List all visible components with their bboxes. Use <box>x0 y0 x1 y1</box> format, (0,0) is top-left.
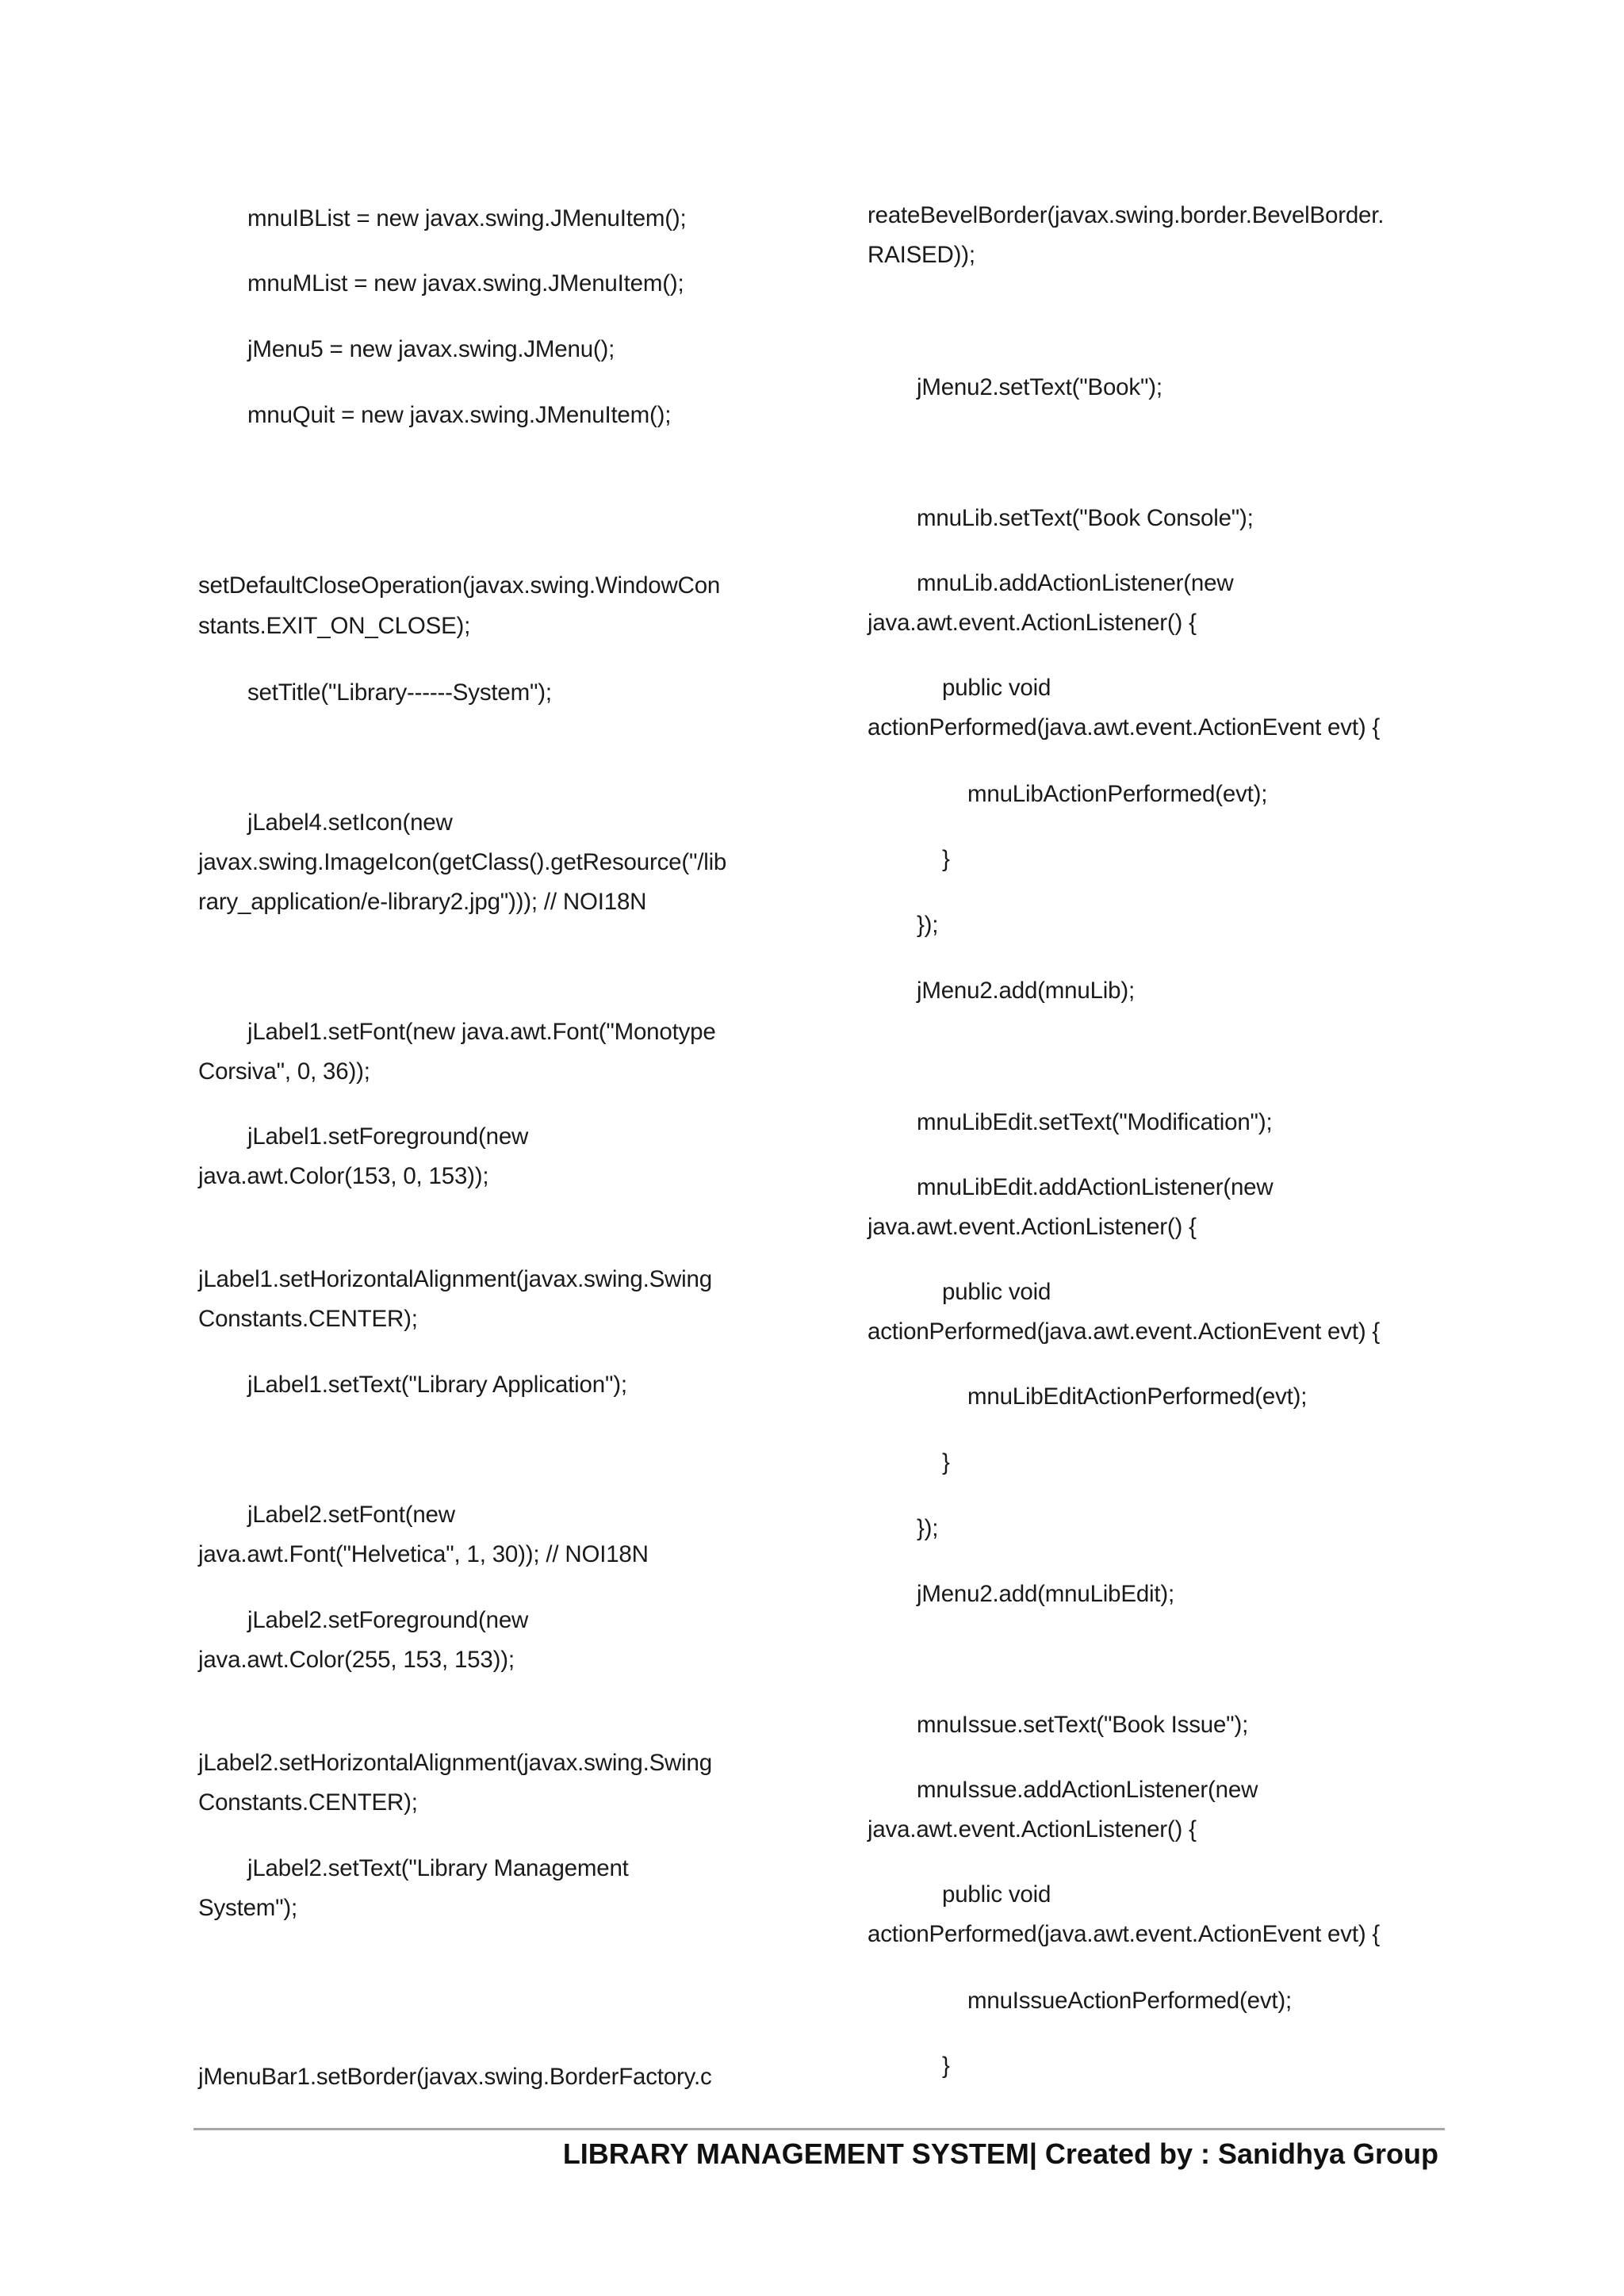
code-line: java.awt.Color(153, 0, 153)); <box>198 1163 489 1189</box>
code-line: jMenu2.add(mnuLib); <box>917 978 1135 1004</box>
code-line: jMenu2.add(mnuLibEdit); <box>917 1581 1174 1607</box>
page-footer: LIBRARY MANAGEMENT SYSTEM| Created by : Sanidhya Group <box>562 2137 1438 2170</box>
code-line: jLabel1.setText("Library Application"); <box>247 1372 627 1398</box>
code-line: setDefaultCloseOperation(javax.swing.WindowCon <box>198 572 721 599</box>
code-line: jLabel1.setFont(new java.awt.Font("Monotype <box>247 1019 716 1045</box>
code-line: jMenu5 = new javax.swing.JMenu(); <box>247 336 615 362</box>
code-line: mnuLibActionPerformed(evt); <box>967 781 1268 807</box>
code-line: java.awt.event.ActionListener() { <box>868 1214 1197 1240</box>
code-line: jMenu2.setText("Book"); <box>917 374 1162 400</box>
code-line: public void <box>942 675 1051 701</box>
code-line: } <box>942 2053 950 2079</box>
code-line: jLabel2.setHorizontalAlignment(javax.swing.Swing <box>198 1750 712 1776</box>
code-line: }); <box>917 1515 939 1541</box>
code-line: mnuIBList = new javax.swing.JMenuItem(); <box>247 205 687 232</box>
code-line: java.awt.Color(255, 153, 153)); <box>198 1647 515 1673</box>
code-line: mnuMList = new javax.swing.JMenuItem(); <box>247 270 684 297</box>
code-line: RAISED)); <box>868 242 975 268</box>
code-line: mnuIssue.setText("Book Issue"); <box>917 1712 1249 1738</box>
code-line: } <box>942 846 950 872</box>
code-line: javax.swing.ImageIcon(getClass().getResource("/lib <box>198 849 727 875</box>
code-line: mnuIssue.addActionListener(new <box>917 1777 1258 1803</box>
code-line: jLabel2.setFont(new <box>247 1502 455 1528</box>
code-line: Constants.CENTER); <box>198 1306 418 1332</box>
code-line: java.awt.Font("Helvetica", 1, 30)); // NOI18N <box>198 1541 649 1567</box>
code-line: java.awt.event.ActionListener() { <box>868 1816 1197 1843</box>
code-line: rary_application/e-library2.jpg"))); // NOI18N <box>198 889 647 915</box>
footer-divider <box>193 2128 1445 2130</box>
code-line: mnuLibEdit.setText("Modification"); <box>917 1109 1273 1135</box>
code-line: jLabel1.setHorizontalAlignment(javax.swing.Swing <box>198 1266 712 1292</box>
code-line: setTitle("Library------System"); <box>247 679 552 706</box>
code-line: actionPerformed(java.awt.event.ActionEvent evt) { <box>868 1318 1381 1345</box>
code-line: java.awt.event.ActionListener() { <box>868 610 1197 636</box>
code-line: mnuLib.addActionListener(new <box>917 570 1234 596</box>
code-line: Constants.CENTER); <box>198 1789 418 1816</box>
code-line: reateBevelBorder(javax.swing.border.BevelBorder. <box>868 202 1385 228</box>
code-line: mnuQuit = new javax.swing.JMenuItem(); <box>247 402 672 428</box>
code-line: mnuIssueActionPerformed(evt); <box>967 1988 1293 2014</box>
code-line: }); <box>917 912 939 938</box>
code-line: System"); <box>198 1895 298 1921</box>
code-line: mnuLib.setText("Book Console"); <box>917 505 1254 531</box>
code-line: mnuLibEdit.addActionListener(new <box>917 1174 1274 1200</box>
code-line: actionPerformed(java.awt.event.ActionEvent evt) { <box>868 1921 1381 1947</box>
code-line: jLabel2.setForeground(new <box>247 1607 529 1633</box>
code-line: jLabel1.setForeground(new <box>247 1123 529 1150</box>
code-line: public void <box>942 1881 1051 1908</box>
code-line: mnuLibEditActionPerformed(evt); <box>967 1383 1308 1410</box>
code-line: jMenuBar1.setBorder(javax.swing.BorderFactory.c <box>198 2064 712 2090</box>
code-line: jLabel4.setIcon(new <box>247 809 453 836</box>
code-line: stants.EXIT_ON_CLOSE); <box>198 613 471 639</box>
code-line: actionPerformed(java.awt.event.ActionEvent evt) { <box>868 714 1381 740</box>
code-line: jLabel2.setText("Library Management <box>247 1855 629 1881</box>
code-line: } <box>942 1449 950 1475</box>
code-line: public void <box>942 1279 1051 1305</box>
code-line: Corsiva", 0, 36)); <box>198 1058 370 1085</box>
